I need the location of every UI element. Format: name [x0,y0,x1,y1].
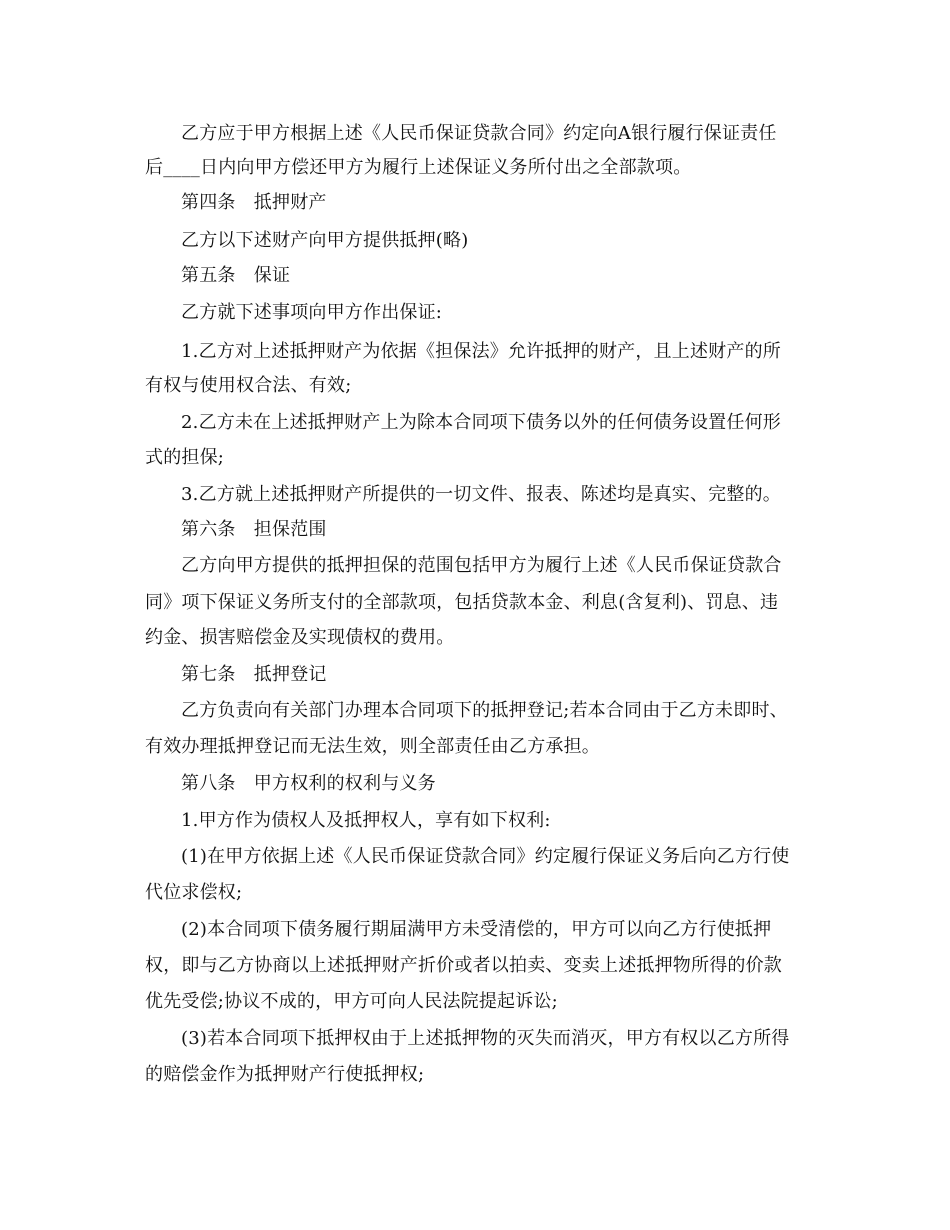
list-item-line: 1.甲方作为债权人及抵押权人，享有如下权利: [181,810,551,831]
paragraph-line: 乙方应于甲方根据上述《人民币保证贷款合同》约定向A银行履行保证责任 [181,123,777,144]
paragraph-line: 有效办理抵押登记而无法生效，则全部责任由乙方承担。 [145,736,600,757]
list-item-line: (3)若本合同项下抵押权由于上述抵押物的灭失而消灭，甲方有权以乙方所得 [181,1028,790,1049]
paragraph-line: 同》项下保证义务所支付的全部款项，包括贷款本金、利息(含复利)、罚息、违 [145,592,779,613]
list-item-line: 的赔偿金作为抵押财产行使抵押权; [145,1064,425,1085]
list-item-line: 3.乙方就上述抵押财产所提供的一切文件、报表、陈述均是真实、完整的。 [181,484,781,505]
paragraph-line: 约金、损害赔偿金及实现债权的费用。 [145,627,455,648]
section-heading: 第七条 抵押登记 [181,664,327,685]
section-heading: 第六条 担保范围 [181,519,327,540]
paragraph-line: 乙方负责向有关部门办理本合同项下的抵押登记;若本合同由于乙方未即时、 [181,700,788,721]
section-heading: 第四条 抵押财产 [181,192,327,213]
paragraph-line: 乙方向甲方提供的抵押担保的范围包括甲方为履行上述《人民币保证贷款合 [181,555,782,576]
list-item-line: 2.乙方未在上述抵押财产上为除本合同项下债务以外的任何债务设置任何形 [181,412,781,433]
list-item-line: (1)在甲方依据上述《人民币保证贷款合同》约定履行保证义务后向乙方行使 [181,846,790,867]
paragraph-line: 乙方就下述事项向甲方作出保证: [181,302,443,323]
list-item-line: 式的担保; [145,447,225,468]
list-item-line: 代位求偿权; [145,882,243,903]
list-item-line: 权，即与乙方协商以上述抵押财产折价或者以拍卖、变卖上述抵押物所得的价款 [145,955,782,976]
list-item-line: 有权与使用权合法、有效; [145,375,352,396]
paragraph-line: 乙方以下述财产向甲方提供抵押(略) [181,230,469,251]
list-item-line: (2)本合同项下债务履行期届满甲方未受清偿的，甲方可以向乙方行使抵押 [181,919,772,940]
list-item-line: 1.乙方对上述抵押财产为依据《担保法》允许抵押的财产，且上述财产的所 [181,341,781,362]
section-heading: 第五条 保证 [181,265,291,286]
paragraph-line: 后____日内向甲方偿还甲方为履行上述保证义务所付出之全部款项。 [145,157,692,178]
section-heading: 第八条 甲方权利的权利与义务 [181,773,436,794]
list-item-line: 优先受偿;协议不成的，甲方可向人民法院提起诉讼; [145,991,558,1012]
